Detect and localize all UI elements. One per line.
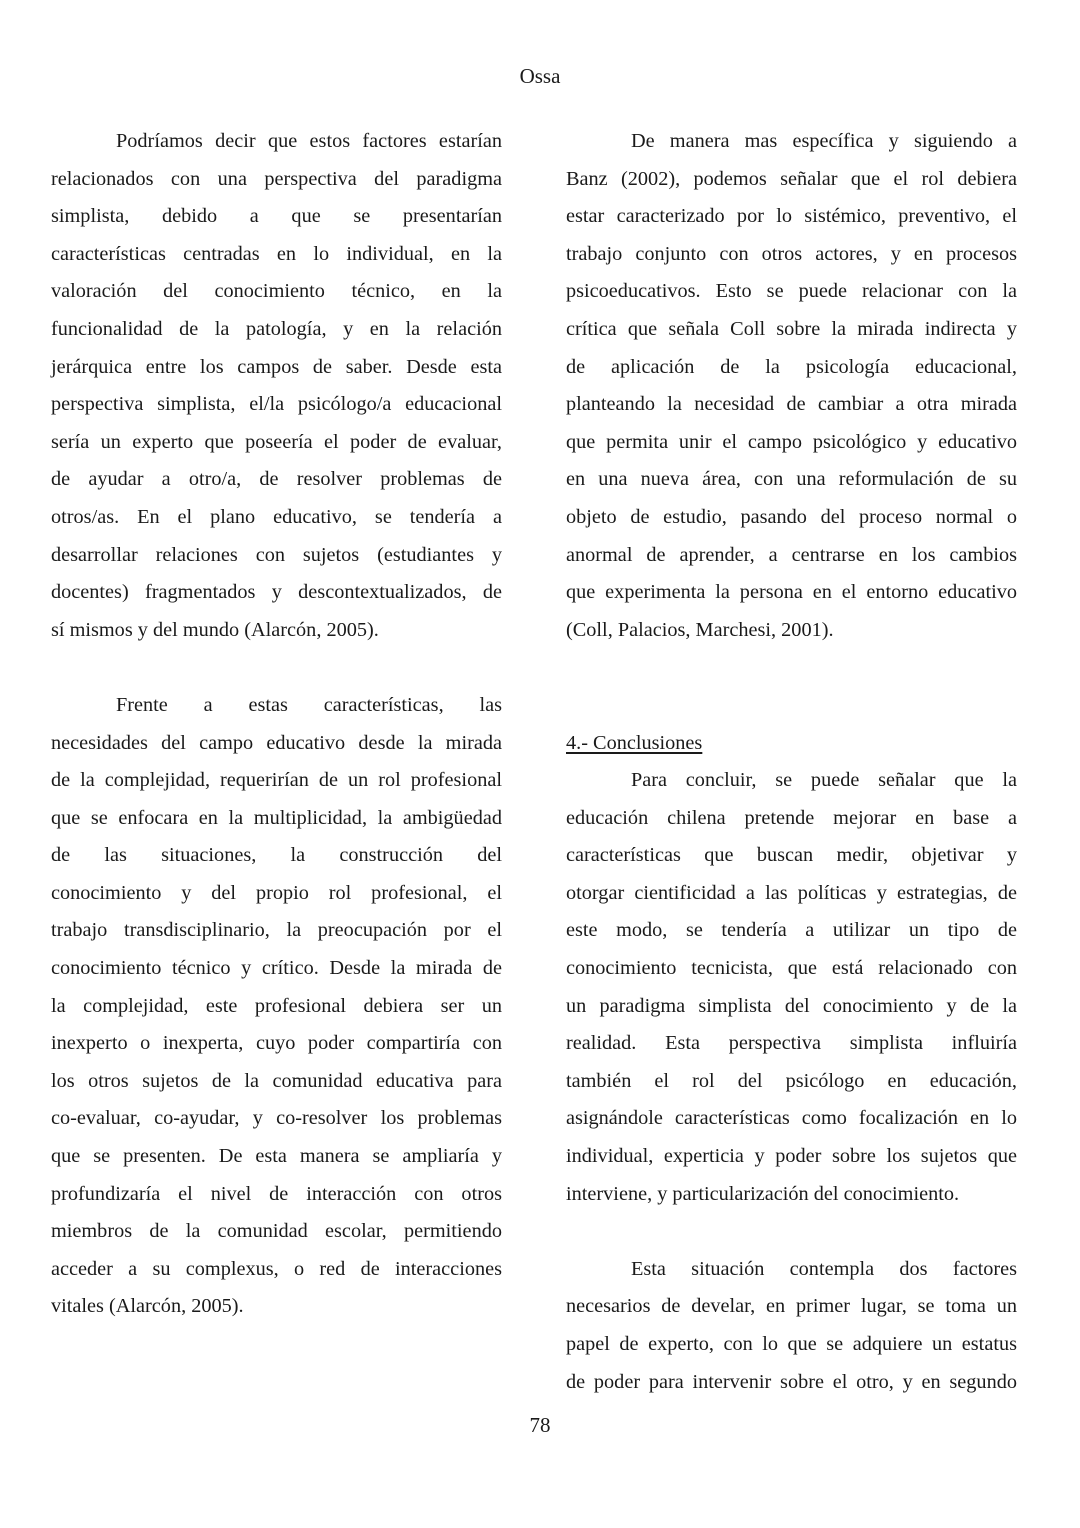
paragraph-conclusion [566, 762, 1017, 1213]
text-line: simplista, debido a que se presentarían [51, 205, 502, 228]
text-line: trabajo conjunto con otros actores, y en procesos [566, 242, 1017, 265]
text-line: papel de experto, con lo que se adquiere un estatus [566, 1333, 1017, 1355]
text-line: que se presenten. De esta manera se ampliaría y [51, 1145, 502, 1168]
section-heading-conclusions: 4.- Conclusiones [566, 731, 703, 754]
text-line: de ayudar a otro/a, de resolver problemas de [51, 468, 502, 491]
paragraph-gap [566, 687, 1017, 725]
text-line: Podríamos decir que estos factores estarían [116, 130, 502, 152]
paragraph-gap [566, 649, 1017, 687]
text-line: anormal de aprender, a centrarse en los cambios [566, 543, 1017, 566]
text-line: asignándole características como focalización en lo [566, 1107, 1017, 1130]
text-line: objeto de estudio, pasando del proceso normal o [566, 505, 1017, 528]
text-line: interviene, y particularización del conocimiento. [566, 1182, 960, 1205]
text-line: jerárquica entre los campos de saber. Desde esta [51, 355, 502, 378]
paragraph-gap [566, 1213, 1017, 1251]
text-line: características que buscan medir, objetivar y [566, 844, 1017, 867]
text-line: planteando la necesidad de cambiar a otra mirada [566, 393, 1017, 416]
text-line: otros/as. En el plano educativo, se tendería a [51, 505, 502, 528]
text-line: de la complejidad, requerirían de un rol profesional [51, 769, 502, 792]
text-line: de las situaciones, la construcción del [51, 844, 502, 867]
text-line: de aplicación de la psicología educacional, [566, 355, 1017, 378]
text-line: De manera mas específica y siguiendo a [631, 130, 1017, 152]
text-line: estar caracterizado por lo sistémico, preventivo, el [566, 205, 1017, 228]
text-line: relacionados con una perspectiva del paradigma [51, 167, 502, 190]
text-line: docentes) fragmentados y descontextualizados, de [51, 581, 502, 604]
text-line: de poder para intervenir sobre el otro, y en segundo [566, 1370, 1017, 1393]
text-line: conocimiento tecnicista, que está relacionado con [566, 957, 1017, 980]
left-column [51, 123, 502, 1326]
text-line: miembros de la comunidad escolar, permitiendo [51, 1220, 502, 1243]
text-line: desarrollar relaciones con sujetos (estudiantes y [51, 543, 502, 566]
text-line: (Coll, Palacios, Marchesi, 2001). [566, 618, 834, 641]
text-line: valoración del conocimiento técnico, en la [51, 280, 502, 303]
paragraph-gap [51, 649, 502, 687]
text-line: perspectiva simplista, el/la psicólogo/a educacional [51, 393, 502, 416]
text-line: crítica que señala Coll sobre la mirada indirecta y [566, 317, 1017, 340]
text-line: conocimiento y del propio rol profesional, el [51, 881, 502, 904]
text-line: este modo, se tendería a utilizar un tipo de [566, 919, 1017, 942]
text-line: conocimiento técnico y crítico. Desde la mirada de [51, 957, 502, 980]
text-line: en una nueva área, con una reformulación de su [566, 468, 1017, 491]
text-line: los otros sujetos de la comunidad educativa para [51, 1069, 502, 1092]
text-line: características centradas en lo individual, en la [51, 242, 502, 265]
running-head: Ossa [519, 64, 561, 88]
text-line: también el rol del psicólogo en educación, [566, 1069, 1017, 1092]
text-line: que se enfocara en la multiplicidad, la ambigüedad [51, 806, 502, 829]
paragraph-banz-role [566, 123, 1017, 649]
text-line: necesarios de develar, en primer lugar, se toma un [566, 1295, 1017, 1318]
text-line: funcionalidad de la patología, y en la relación [51, 317, 502, 340]
text-line: individual, experticia y poder sobre los sujetos que [566, 1145, 1017, 1168]
text-line: otorgar cientificidad a las políticas y estrategias, de [566, 881, 1017, 904]
text-line: Banz (2002), podemos señalar que el rol debiera [566, 167, 1017, 190]
text-line: necesidades del campo educativo desde la mirada [51, 731, 502, 754]
text-line: sería un experto que poseería el poder de evaluar, [51, 430, 502, 453]
text-line: Esta situación contempla dos factores [631, 1257, 1017, 1280]
text-line: vitales (Alarcón, 2005). [51, 1295, 244, 1318]
text-line: un paradigma simplista del conocimiento y de la [566, 994, 1017, 1017]
text-line: que experimenta la persona en el entorno educativo [566, 581, 1017, 604]
text-line: Frente a estas características, las [116, 693, 502, 716]
text-line: psicoeducativos. Esto se puede relacionar con la [566, 280, 1017, 303]
text-line: que permita unir el campo psicológico y educativo [566, 430, 1017, 453]
text-line: profundizaría el nivel de interacción con otros [51, 1182, 502, 1205]
text-line: sí mismos y del mundo (Alarcón, 2005). [51, 618, 379, 641]
text-line: la complejidad, este profesional debiera ser un [51, 994, 502, 1017]
paragraph-two-factors [566, 1251, 1017, 1401]
text-line: trabajo transdisciplinario, la preocupación por el [51, 919, 502, 942]
text-line: realidad. Esta perspectiva simplista influiría [566, 1032, 1017, 1055]
text-line: inexperto o inexperta, cuyo poder compartiría con [51, 1032, 502, 1055]
text-line: Para concluir, se puede señalar que la [631, 769, 1017, 792]
paragraph-simplist-paradigm [51, 123, 502, 649]
right-column [566, 123, 1017, 1401]
page-number: 78 [529, 1413, 551, 1437]
text-line: co-evaluar, co-ayudar, y co-resolver los problemas [51, 1107, 502, 1130]
text-line: acceder a su complexus, o red de interacciones [51, 1257, 502, 1280]
text-line: educación chilena pretende mejorar en base a [566, 806, 1017, 829]
paragraph-complexity-view [51, 687, 502, 1326]
